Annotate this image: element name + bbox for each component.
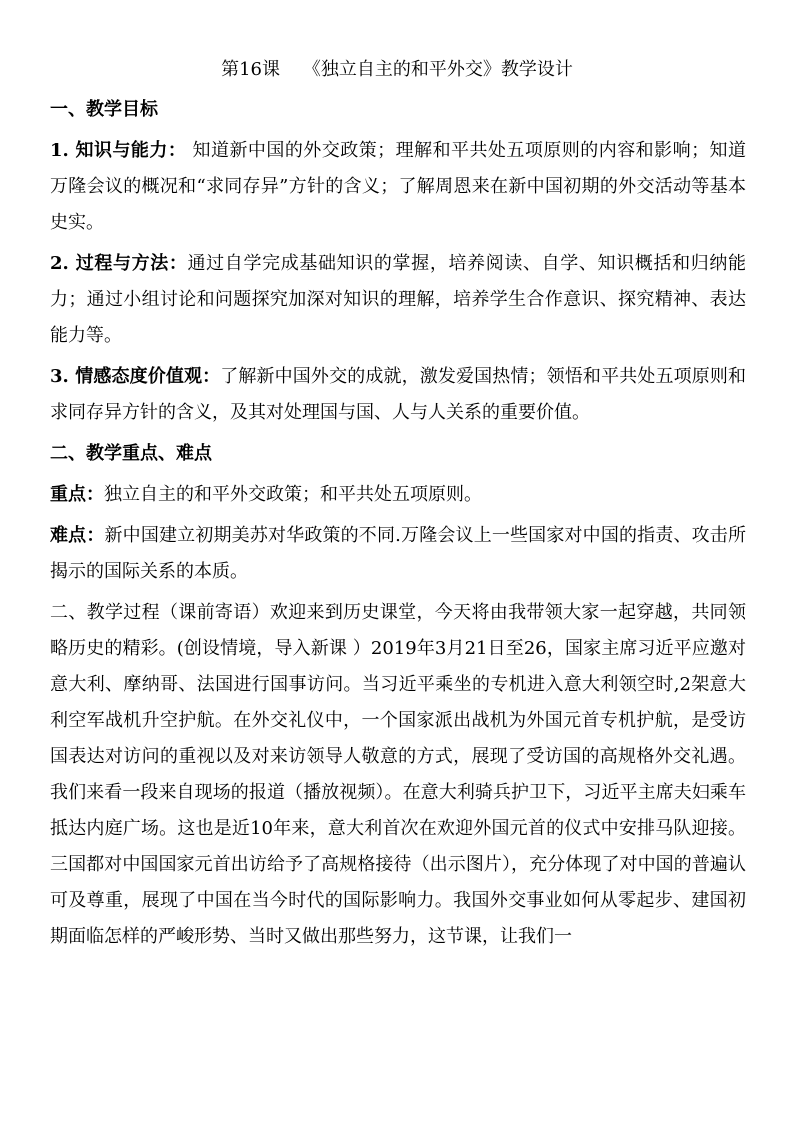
objective-values [50, 359, 746, 431]
objective-process [50, 246, 746, 354]
difficulty-point [50, 518, 746, 590]
section-heading-objectives: 一、教学目标 [50, 99, 158, 120]
objective-values-text: 了解新中国外交的成就，激发爱国热情；领悟和平共处五项原则和求同存异方针的含义，及其对处理国与国、人与人关系的重要价值。 [50, 366, 746, 423]
objective-knowledge [50, 133, 746, 241]
teaching-process-paragraph: 二、教学过程（课前寄语）欢迎来到历史课堂，今天将由我带领大家一起穿越，共同领略历史的精彩。(创设情境，导入新课 ）2019年3月21日至26，国家主席习近平应邀对意大利、摩纳哥、法国进行国事访问。当习近平乘坐的专机进入意大利领空时,2架意大利空军战机升空护航。在外交礼仪中，一个国家派出战机为外国元首专机护航，是受访国表达对访问的重视以及对来访领导人敬意的方式，展现了受访国的高规格外交礼遇。我们来看一段来自现场的报道（播放视频）。在意大利骑兵护卫下，习近平主席夫妇乘车抵达内庭广场。这也是近10年来，意大利首次在欢迎外国元首的仪式中安排马队迎接。三国都对中国国家元首出访给予了高规格接待（出示图片），充分体现了对中国的普遍认可及尊重，展现了中国在当今时代的国际影响力。我国外交事业如何从零起步、建国初期面临怎样的严峻形势、当时又做出那些努力，这节课，让我们一 [50, 602, 746, 947]
objective-process-text: 通过自学完成基础知识的掌握，培养阅读、自学、知识概括和归纳能力；通过小组讨论和问题探究加深对知识的理解，培养学生合作意识、探究精神、表达能力等。 [50, 253, 747, 346]
document-title: 第16课 《独立自主的和平外交》教学设计 [221, 59, 573, 80]
document-body [50, 92, 746, 960]
objective-knowledge-text: 知道新中国的外交政策；理解和平共处五项原则的内容和影响；知道万隆会议的概况和“求同存异”方针的含义；了解周恩来在新中国初期的外交活动等基本史实。 [50, 140, 747, 233]
key-point [50, 477, 746, 513]
key-point-label: 重点： [50, 484, 104, 505]
objective-process-label: 2. 过程与方法： [50, 253, 188, 274]
objective-values-label: 3. 情感态度价值观： [50, 366, 221, 387]
key-point-text: 独立自主的和平外交政策；和平共处五项原则。 [104, 484, 482, 505]
difficulty-point-label: 难点： [50, 525, 105, 546]
objective-knowledge-label: 1. 知识与能力： [50, 140, 187, 161]
difficulty-point-text: 新中国建立初期美苏对华政策的不同.万隆会议上一些国家对中国的指责、攻击所揭示的国际关系的本质。 [50, 525, 747, 582]
section-heading-key-points: 二、教学重点、难点 [50, 443, 212, 464]
